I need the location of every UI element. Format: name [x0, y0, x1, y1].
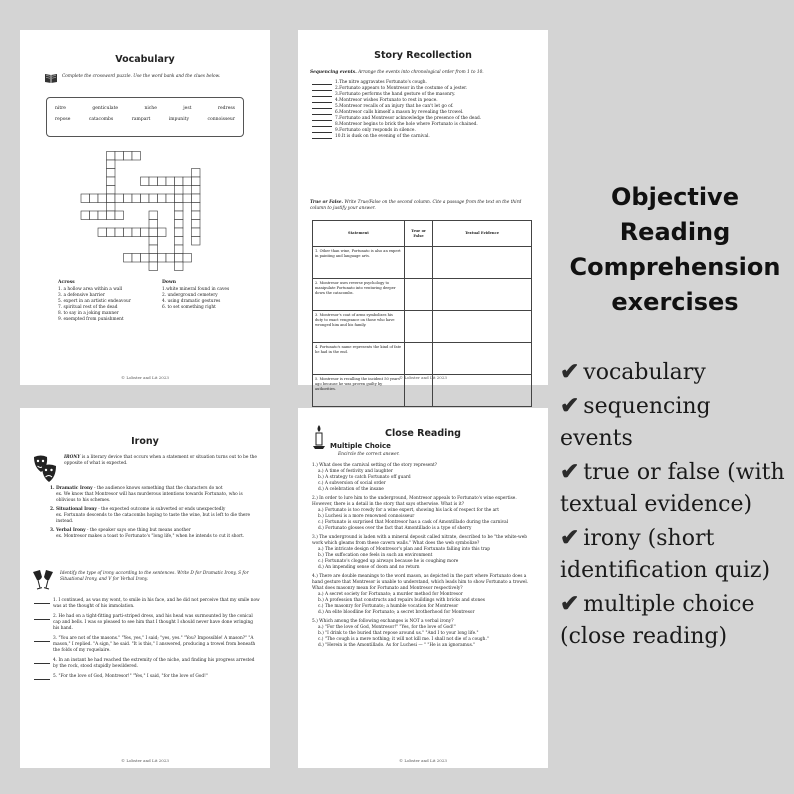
answer-blank[interactable] — [312, 116, 332, 121]
crossword-cell[interactable] — [192, 228, 201, 237]
crossword-cell[interactable] — [166, 177, 175, 186]
word-bank-word: jest — [183, 106, 192, 111]
event-text: 10.It is dusk on the evening of the carnival. — [335, 134, 430, 139]
crossword-cell[interactable] — [141, 177, 150, 186]
question: 4.) There are double meanings to the word mason, as depicted in the part where Fortunato does a hand gesture that Montresor is unable to understand, which leads him to show Fortunato a trowel. What does masonry mean for Fortunato and Montresor respectively? — [312, 574, 529, 591]
word-bank-word: impunity — [168, 117, 189, 122]
answer-cell[interactable] — [405, 311, 433, 343]
answer-blank[interactable] — [312, 104, 332, 109]
word-bank — [46, 97, 244, 137]
answer-blank[interactable] — [34, 675, 50, 680]
list-item[interactable] — [34, 636, 260, 654]
list-item — [560, 522, 790, 588]
table-row — [313, 311, 532, 343]
crossword-cell[interactable] — [183, 177, 192, 186]
feature-list — [560, 356, 790, 654]
crossword-cell[interactable] — [107, 186, 116, 195]
crossword-cell[interactable] — [107, 228, 116, 237]
answer-option[interactable]: d.) A celebration of the insane — [318, 487, 384, 492]
crossword-cell[interactable] — [107, 152, 116, 161]
table-header-row — [313, 221, 532, 247]
crossword-cell[interactable] — [192, 211, 201, 220]
crossword-cell[interactable] — [149, 177, 158, 186]
crossword-cell[interactable] — [107, 211, 116, 220]
close-reading-page — [298, 408, 548, 768]
evidence-cell[interactable] — [433, 247, 532, 279]
question: 3.) The underground is laden with a mineral deposit called nitrate, described to be "the white-web work which gleams from these cavern walls." What does the web symbolize? — [312, 535, 528, 546]
clue: 1.white mineral found in caves — [162, 287, 230, 292]
answer-option[interactable]: b.) "I drink to the buried that repose around us." "And I to your long life." — [318, 631, 479, 636]
panel-title-line: exercises — [611, 288, 739, 316]
list-item — [560, 356, 790, 390]
crossword-cell[interactable] — [98, 194, 107, 203]
crossword-cell[interactable] — [81, 194, 90, 203]
list-item[interactable] — [34, 614, 260, 632]
word-bank-word: redress — [217, 106, 235, 111]
answer-blank[interactable] — [34, 659, 50, 664]
crossword-cell[interactable] — [141, 194, 150, 203]
crossword-cell[interactable] — [124, 254, 133, 263]
irony-term: IRONY — [64, 455, 81, 460]
event-text: 9.Fortunato only responds in silence. — [335, 128, 416, 133]
panel-title-line: Objective Reading — [611, 183, 739, 246]
question: 2.) In order to lure him to the underground, Montresor appeals to Fortunato's wine expertise. However, there is a detail in the story that says otherwise. What is it? — [312, 496, 517, 507]
irony-type-def: - the speaker says one thing but means another — [85, 528, 191, 533]
crossword-cell[interactable] — [149, 245, 158, 254]
crossword-cell[interactable] — [124, 228, 133, 237]
event-text: 8.Montresor begins to brick the hole where Fortunato is chained. — [335, 122, 478, 127]
irony-type-name: 1. Dramatic Irony — [50, 486, 93, 491]
irony-type-name: 2. Situational Irony — [50, 507, 97, 512]
crossword-cell[interactable] — [175, 254, 184, 263]
checkmark-icon: ✔ — [560, 523, 580, 551]
word-bank-word: niche — [144, 106, 157, 111]
answer-cell[interactable] — [405, 247, 433, 279]
answer-blank[interactable] — [312, 80, 332, 85]
answer-option[interactable]: a.) "For the love of God, Montresor!" "Yes, for the love of God!" — [318, 625, 456, 630]
clue: 4. using dramatic gestures — [162, 299, 221, 304]
panel-title-line: Comprehension — [569, 253, 781, 281]
true-false-text: Write True/False on the second column. Cite a passage from the text on the third column to justify your answer. — [310, 200, 522, 211]
table-row — [313, 343, 532, 375]
crossword-cell[interactable] — [149, 228, 158, 237]
answer-option[interactable]: d.) Fortunato glosses over the fact that Amontillado is a type of sherry — [318, 526, 472, 531]
word-bank-word: rampart — [131, 117, 151, 122]
irony-quiz — [34, 596, 260, 680]
question-list — [312, 460, 538, 649]
irony-definition-text: is a literary device that occurs when a statement or situation turns out to be the opposite of what is expected. — [64, 455, 257, 466]
vocabulary-title: Vocabulary — [115, 54, 175, 65]
column-header: Textual Evidence — [433, 221, 532, 247]
down-label: Down — [162, 280, 177, 285]
irony-task: Identify the type of irony according to the sentences. Write D for Dramatic Irony, S for Situational Irony, and V for Verbal Irony. — [60, 571, 249, 582]
theater-masks-icon — [32, 454, 58, 484]
column-header: True or False — [405, 221, 433, 247]
word-bank-word: nitre — [55, 106, 66, 111]
event-text: 4.Montresor wishes Fortunato to rest in peace. — [335, 98, 438, 103]
statement-cell: 5. Montresor is recalling the incident 50 years ago because he was proven guilty by authorities. — [313, 375, 405, 407]
event-text: 3.Fortunato performs the hand gesture of the masonry. — [335, 92, 456, 97]
crossword-cell[interactable] — [192, 203, 201, 212]
crossword-grid[interactable] — [80, 142, 230, 272]
crossword-cell[interactable] — [98, 211, 107, 220]
evidence-cell[interactable] — [433, 279, 532, 311]
answer-blank[interactable] — [312, 110, 332, 115]
checkmark-icon: ✔ — [560, 589, 580, 617]
crossword-cell[interactable] — [175, 262, 184, 271]
true-false-instruction — [310, 200, 536, 212]
crossword-cell[interactable] — [115, 194, 124, 203]
crossword-cell[interactable] — [107, 177, 116, 186]
event-text: 7.Fortunato and Montresor acknowledge the presence of the dead. — [335, 116, 482, 121]
statement-cell: 2. Montresor uses reverse psychology to manipulate Fortunato into venturing deeper down the catacombs. — [313, 279, 405, 311]
list-item[interactable] — [312, 134, 536, 140]
table-row — [313, 279, 532, 311]
checkmark-icon: ✔ — [560, 457, 580, 485]
answer-option[interactable]: c.) Fortunato's clogged up airways because he is coughing more — [318, 559, 459, 564]
crossword-cell[interactable] — [149, 211, 158, 220]
column-header: Statement — [313, 221, 405, 247]
checkmark-icon: ✔ — [560, 358, 580, 385]
close-reading-title: Close Reading — [385, 428, 461, 439]
crossword-cell[interactable] — [158, 177, 167, 186]
statement-cell: 3. Montresor's coat of arms symbolizes his duty to exact vengeance on those who have wronged him and his family. — [313, 311, 405, 343]
answer-cell[interactable] — [405, 279, 433, 311]
page-footer: © Lobster and Lit 2023 — [121, 758, 169, 763]
quiz-text: 4. In an instant he had reached the extremity of the niche, and finding his progress arrested by the rock, stood stupidly bewildered. — [53, 658, 255, 669]
crossword-cell[interactable] — [149, 254, 158, 263]
word-bank-word: genticulate — [92, 106, 119, 111]
vocabulary-instruction: Complete the crossword puzzle. Use the word bank and the clues below. — [62, 74, 221, 79]
crossword-cell[interactable] — [124, 194, 133, 203]
crossword-cell[interactable] — [175, 211, 184, 220]
answer-option[interactable]: c.) A subversion of social order — [318, 481, 386, 486]
list-item — [560, 456, 790, 522]
irony-type-name: 3. Verbal Irony — [50, 528, 86, 533]
question: 5.) Which among the following exchanges is NOT a verbal irony? — [312, 619, 454, 624]
answer-option[interactable]: a.) Fortunato is too rowdy for a wine expert, showing his lack of respect for the art — [318, 508, 499, 513]
page-footer: © Lobster and Lit 2023 — [399, 758, 447, 763]
clue: 8. to say in a joking manner — [58, 311, 119, 316]
crossword-cell[interactable] — [98, 228, 107, 237]
irony-types — [50, 486, 260, 540]
crossword-cell[interactable] — [192, 237, 201, 246]
crossword-cell[interactable] — [192, 169, 201, 178]
crossword-cell[interactable] — [115, 211, 124, 220]
answer-option[interactable]: b.) A strategy to catch Fortunato off guard — [318, 475, 411, 480]
event-text: 2.Fortunato appears to Montresor in the costume of a jester. — [335, 86, 468, 91]
crossword-cell[interactable] — [149, 220, 158, 229]
answer-option[interactable]: c.) The masonry for Fortunato; a humble vocation for Montresor — [318, 604, 459, 609]
feature-text: true or false (with textual evidence) — [560, 459, 785, 517]
crossword-cell[interactable] — [192, 186, 201, 195]
irony-example: ex. Fortunato descends to the catacombs hoping to taste the wine, but is left to die there instead. — [56, 513, 251, 524]
feature-text: vocabulary — [583, 360, 706, 385]
crossword-cell[interactable] — [158, 228, 167, 237]
crossword-cell[interactable] — [124, 152, 133, 161]
answer-option[interactable]: b.) The suffocation one feels in such an environment — [318, 553, 433, 558]
crossword-cell[interactable] — [166, 254, 175, 263]
answer-blank[interactable] — [312, 98, 332, 103]
wine-glasses-icon — [30, 568, 56, 594]
list-item — [560, 390, 790, 456]
event-text: 1.The nitre aggravates Fortunato's cough. — [335, 80, 427, 85]
clue: 3. a defensive barrier — [58, 293, 105, 298]
crossword-cell[interactable] — [107, 203, 116, 212]
answer-cell[interactable] — [405, 343, 433, 375]
crossword-cell[interactable] — [141, 254, 150, 263]
page-footer: © Lobster and Lit 2023 — [399, 375, 447, 380]
true-false-label: True or False. — [310, 200, 344, 205]
crossword-cell[interactable] — [90, 194, 99, 203]
list-item — [560, 588, 790, 654]
answer-blank[interactable] — [312, 128, 332, 133]
crossword-cell[interactable] — [107, 160, 116, 169]
crossword-cell[interactable] — [158, 194, 167, 203]
event-text: 6.Montresor calls himself a mason by revealing the trowel. — [335, 110, 464, 115]
crossword-cell[interactable] — [115, 228, 124, 237]
clue: 7. spiritual rest of the dead — [58, 305, 118, 310]
answer-blank[interactable] — [312, 134, 332, 139]
across-clues — [58, 280, 154, 323]
irony-page — [20, 408, 270, 768]
crossword-cell[interactable] — [107, 194, 116, 203]
list-item[interactable] — [34, 658, 260, 670]
answer-option[interactable]: b.) A profession that constructs and repairs buildings with bricks and stones — [318, 598, 486, 603]
down-clues — [162, 280, 258, 323]
crossword-cell[interactable] — [183, 194, 192, 203]
answer-blank[interactable] — [34, 599, 50, 604]
feature-text: multiple choice (close reading) — [560, 591, 755, 649]
clue: 6. to set something right — [162, 305, 216, 310]
statement-cell: 4. Fortunato's name represents the kind of fate he had in the end. — [313, 343, 405, 375]
crossword-cell[interactable] — [158, 254, 167, 263]
crossword-cell[interactable] — [132, 152, 141, 161]
crossword-cell[interactable] — [132, 228, 141, 237]
irony-example: ex. We know that Montresor will has murderous intentions towards Fortunato, who is oblivious to his schemes. — [56, 492, 243, 503]
answer-option[interactable]: c.) "The cough is a mere nothing; it will not kill me. I shall not die of a cough." — [318, 637, 489, 642]
sequencing-text: Arrange the events into chronological order from 1 to 10. — [358, 70, 484, 75]
word-bank-row — [47, 117, 243, 122]
crossword-cell[interactable] — [175, 220, 184, 229]
feature-text: sequencing events — [560, 393, 711, 451]
crossword-cell[interactable] — [81, 211, 90, 220]
statement-cell: 1. Other than wine, Fortunato is also an expert in painting and language arts. — [313, 247, 405, 279]
book-icon — [44, 72, 58, 84]
sequencing-instruction — [310, 70, 536, 76]
irony-definition — [64, 455, 260, 467]
evidence-cell[interactable] — [433, 311, 532, 343]
quiz-text: 1. I continued, as was my wont, to smile in his face, and he did not perceive that my smile now was at the thought of his immolation. — [53, 598, 260, 609]
crossword-clues — [58, 280, 258, 323]
irony-type-def: - the expected outcome is subverted or ends unexpectedly — [96, 507, 226, 512]
word-bank-word: repose — [55, 117, 71, 122]
multiple-choice-instruction: Encircle the correct answer. — [338, 452, 400, 457]
crossword-cell[interactable] — [107, 169, 116, 178]
answer-option[interactable]: a.) A time of festivity and laughter — [318, 469, 393, 474]
answer-blank[interactable] — [312, 92, 332, 97]
answer-blank[interactable] — [312, 122, 332, 127]
sequencing-label: Sequencing events. — [310, 70, 357, 75]
answer-option[interactable]: a.) A secret society for Fortunato; a murder method for Montresor — [318, 592, 463, 597]
crossword-cell[interactable] — [192, 220, 201, 229]
answer-blank[interactable] — [34, 637, 50, 642]
evidence-cell[interactable] — [433, 343, 532, 375]
event-list — [312, 80, 536, 140]
crossword-cell[interactable] — [141, 228, 150, 237]
answer-option[interactable]: d.) An impending sense of doom and no return — [318, 565, 420, 570]
crossword-cell[interactable] — [175, 194, 184, 203]
word-bank-row — [47, 106, 243, 111]
crossword-cell[interactable] — [149, 194, 158, 203]
story-title: Story Recollection — [374, 50, 472, 61]
quiz-text: 2. He had on a tight-fitting parti-striped dress, and his head was surmounted by the conical cap and bells. I was so pleased to see him that I thought I should never have done wringing his hand. — [53, 614, 254, 631]
crossword-cell[interactable] — [132, 254, 141, 263]
crossword-cell[interactable] — [149, 237, 158, 246]
crossword-cell[interactable] — [175, 177, 184, 186]
multiple-choice-heading: Multiple Choice — [330, 442, 391, 450]
answer-option[interactable]: b.) Luchesi is a more renowned connoisseur — [318, 514, 415, 519]
word-bank-word: catacombs — [88, 117, 114, 122]
answer-option[interactable]: a.) The intricate design of Montresor's plan and Fortunato falling into this trap — [318, 547, 491, 552]
crossword-cell[interactable] — [149, 262, 158, 271]
page-footer: © Lobster and Lit 2023 — [121, 375, 169, 380]
question: 1.) What does the carnival setting of the story represent? — [312, 463, 437, 468]
crossword-cell[interactable] — [192, 194, 201, 203]
crossword-cell[interactable] — [132, 194, 141, 203]
answer-option[interactable]: c.) Fortunato is surprised that Montresor has a cask of Amontillado during the carnival — [318, 520, 509, 525]
event-text: 5.Montresor recalls of an injury that he can't let go of. — [335, 104, 454, 109]
clue: 5. expert in an artistic endeavour — [58, 299, 131, 304]
clue: 2. underground cemetery — [162, 293, 218, 298]
crossword-cell[interactable] — [166, 194, 175, 203]
crossword-cell[interactable] — [175, 237, 184, 246]
clue: 1. a hollow area within a wall — [58, 287, 123, 292]
answer-option[interactable]: d.) "Herein is the Amontillado. As for Luchesi — " "He is an ignoramus." — [318, 643, 476, 648]
feature-panel — [560, 180, 790, 654]
word-bank-word: connoisseur — [207, 117, 235, 122]
list-item[interactable] — [34, 598, 260, 610]
irony-title: Irony — [131, 436, 159, 447]
table-row — [313, 247, 532, 279]
irony-type-def: - the audience knows something that the characters do not — [92, 486, 223, 491]
checkmark-icon: ✔ — [560, 391, 580, 419]
crossword-cell[interactable] — [175, 186, 184, 195]
answer-option[interactable]: d.) An elite bloodline for Fortunato; a secret brotherhood for Montresor — [318, 610, 475, 615]
quiz-text: 3. "You are not of the masons." "Yes, yes," I said; "yes, yes." "You? Impossible! A mason?" "A mason," I replied. "A sign," he said. "It is this," I answered, producing a trowel from beneath the folds of my roquelaire. — [53, 636, 256, 653]
story-recollection-page — [298, 30, 548, 391]
irony-example: ex. Montresor makes a toast to Fortunato's "long life," when he intends to cut it short. — [56, 534, 245, 539]
crossword-cell[interactable] — [175, 245, 184, 254]
clue: 9. exempted from punishment — [58, 317, 124, 322]
answer-blank[interactable] — [34, 615, 50, 620]
crossword-cell[interactable] — [115, 152, 124, 161]
list-item[interactable] — [34, 674, 260, 680]
quiz-text: 5. "For the love of God, Montresor!" "Yes," I said, "for the love of God!" — [53, 674, 208, 679]
vocabulary-page — [20, 30, 270, 385]
across-label: Across — [58, 280, 75, 285]
answer-blank[interactable] — [312, 86, 332, 91]
feature-text: irony (short identification quiz) — [560, 525, 771, 583]
crossword-cell[interactable] — [90, 211, 99, 220]
crossword-cell[interactable] — [175, 228, 184, 237]
crossword-cell[interactable] — [183, 254, 192, 263]
crossword-cell[interactable] — [192, 177, 201, 186]
crossword-cell[interactable] — [175, 203, 184, 212]
